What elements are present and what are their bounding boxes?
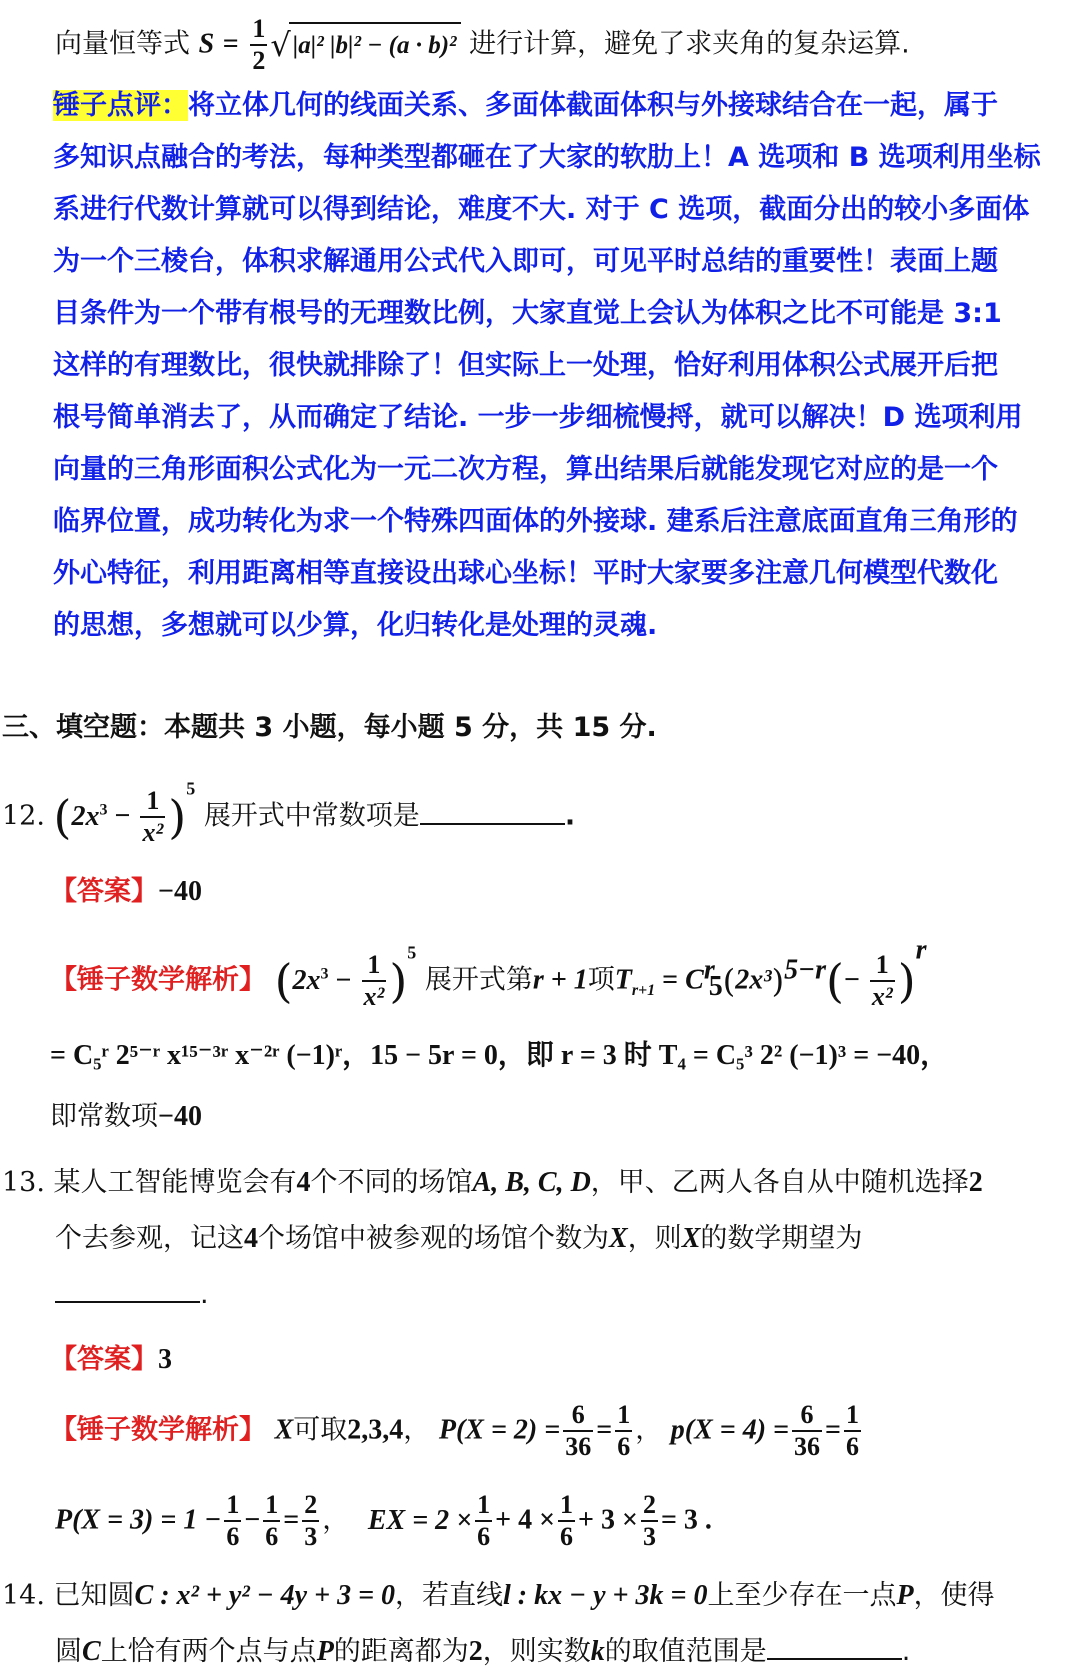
identity-after: 进行计算，避免了求夹角的复杂运算. <box>469 28 910 60</box>
analysis-text: 即常数项 <box>50 1101 158 1132</box>
identity-line <box>55 14 910 76</box>
q14-line2: 圆C上恰有两个点与点P的距离都为2，则实数k的取值范围是 . <box>55 1632 910 1672</box>
sqrt-sign: √ <box>270 26 291 64</box>
q12-frac: $\frac{1}{\text{x²}}$ <box>142 786 164 847</box>
q13-answer <box>50 1340 172 1380</box>
identity-text: 向量恒等式 <box>55 28 190 60</box>
q12-analysis-line3 <box>50 1097 202 1137</box>
q14-line1: 14. 已知圆C : x² + y² − 4y + 3 = 0，若直线l : kx − y + 3k = 0上至少存在一点P，使得 <box>2 1580 995 1611</box>
q12-blank[interactable] <box>420 797 565 825</box>
commentary-line: 向量的三角形面积公式化为一元二次方程，算出结果后就能发现它对应的是一个 <box>53 454 998 485</box>
term-T: T <box>614 964 632 996</box>
answer-label: 【答案】 <box>50 1344 158 1375</box>
q12-expr-a: $2x^3$ <box>71 800 108 832</box>
binom-C: C <box>685 964 704 996</box>
commentary-line: 这样的有理数比，很快就排除了！但实际上一处理，恰好利用体积公式展开后把 <box>53 350 998 381</box>
q13-line3: . <box>55 1275 209 1315</box>
q12-power: 5 <box>186 778 196 799</box>
commentary-line: 将立体几何的线面关系、多面体截面体积与外接球结合在一起，属于 <box>188 90 998 121</box>
commentary-line: 为一个三棱台，体积求解通用公式代入即可，可见平时总结的重要性！表面上题 <box>53 246 998 277</box>
q13-number: 13. <box>2 1167 45 1198</box>
term-index: r + 1 <box>532 964 588 996</box>
formula-eq: = <box>222 28 239 60</box>
q13-analysis-line2: P(X = 3) = 1 − $\frac{1}{6}$ − $\frac{1}{6}$ = $\frac{2}{3}$ ， EX = 2 × $\frac{1}{6}$ + 4 × $\frac{1}{6}$ + 3 × $\frac{2}{3}$ = 3 . <box>55 1490 712 1551</box>
analysis-text: 项 <box>587 964 615 996</box>
analysis-label: 【锤子数学解析】 <box>50 1414 266 1446</box>
commentary-line: 多知识点融合的考法，每种类型都砸在了大家的软肋上！A 选项和 B 选项利用坐标 <box>53 142 1041 173</box>
q12-analysis-line1: 【锤子数学解析】 ($2x^3$ − $\frac{1}{\text{x²}}$ )$^5$ 展开式第r + 1项$T_{r+1} = C^r_5(2x^3)^{5-r}(-$ $\frac{1}{\text{x²}}$ )$^r$ <box>50 934 927 1011</box>
half-fraction <box>250 14 267 76</box>
answer-value: 3 <box>158 1344 172 1375</box>
q13-analysis-line1: 【锤子数学解析】 X可取2,3,4， P(X = 2) = $\frac{6}{36}$ = $\frac{1}{6}$ ， p(X = 4) = $\frac{6}{36}$ = $\frac{1}{6}$ <box>50 1400 859 1461</box>
commentary-line: 系进行代数计算就可以得到结论，难度不大. 对于 C 选项，截面分出的较小多面体 <box>53 194 1030 225</box>
sqrt-body: |a|² |b|² − (a · b)² <box>289 22 461 68</box>
answer-label: 【答案】 <box>50 876 158 907</box>
commentary-line: 临界位置，成功转化为求一个特殊四面体的外接球. 建系后注意底面直角三角形的 <box>53 506 1018 537</box>
frac-num: 1 <box>250 14 267 46</box>
formula-s: S <box>198 28 215 60</box>
q12-answer <box>50 872 202 912</box>
q12-end: . <box>564 800 576 832</box>
q14-number: 14. <box>2 1580 45 1611</box>
analysis-text: 展开式第 <box>424 964 533 996</box>
analysis-label: 【锤子数学解析】 <box>50 964 266 996</box>
section-title: 三、填空题：本题共 3 小题，每小题 5 分，共 15 分. <box>2 712 657 743</box>
commentary-line: 的思想，多想就可以少算，化归转化是处理的灵魂. <box>53 610 658 641</box>
answer-value: −40 <box>158 876 202 907</box>
q13-line1: 13. 某人工智能博览会有4个不同的场馆A, B, C, D，甲、乙两人各自从中随机选择2 <box>2 1167 983 1198</box>
commentary-line: 目条件为一个带有根号的无理数比例，大家直觉上会认为体积之比不可能是 3:1 <box>53 298 1002 329</box>
q12-analysis-line2: = C₅ʳ 2⁵⁻ʳ x¹⁵⁻³ʳ x⁻²ʳ (−1)ʳ，15 − 5r = 0，即 r = 3 时 T₄ = C₅³ 2² (−1)³ = −40， <box>50 1040 949 1071</box>
constant-value: −40 <box>158 1101 202 1132</box>
q12-question: 12. ($2x^3$ − $\frac{1}{\text{x²}}$ )$^5$ 展开式中常数项是 . <box>2 778 576 847</box>
commentary-label: 锤子点评： <box>53 90 188 121</box>
q12-text: 展开式中常数项是 <box>203 800 420 832</box>
q12-number: 12. <box>2 800 45 832</box>
q13-line2: 个去参观，记这4个场馆中被参观的场馆个数为X，则X的数学期望为 <box>55 1223 863 1254</box>
q13-blank[interactable] <box>55 1275 200 1303</box>
frac-den: 2 <box>252 46 266 75</box>
commentary-line: 根号简单消去了，从而确定了结论. 一步一步细梳慢捋，就可以解决！D 选项利用 <box>53 402 1023 433</box>
q14-blank[interactable] <box>767 1632 902 1660</box>
commentary-line: 外心特征，利用距离相等直接设出球心坐标！平时大家要多注意几何模型代数化 <box>53 558 998 589</box>
